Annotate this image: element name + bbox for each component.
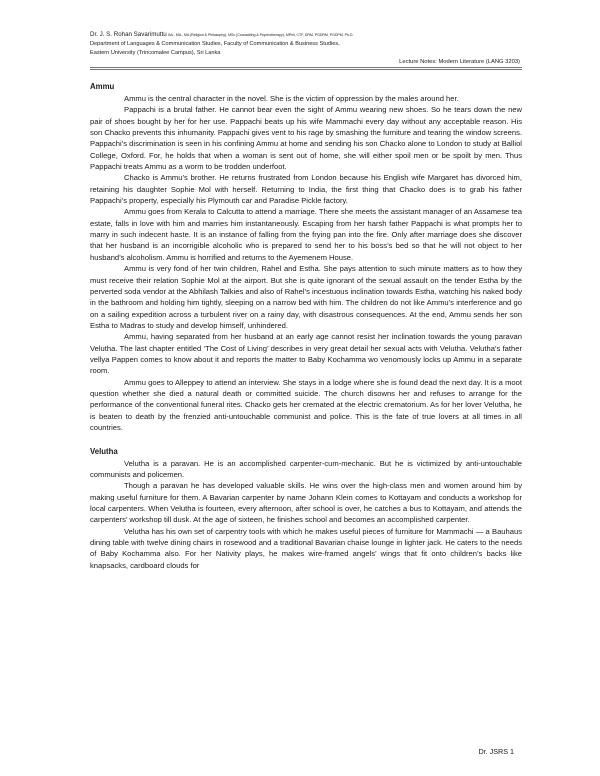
lecture-title: Lecture Notes: Modern Literature (LANG 3203) xyxy=(399,59,520,65)
department-line: Department of Languages & Communication Studies, Faculty of Communication & Business Studies, xyxy=(90,41,340,47)
author-credentials: BA., MA., MA (Religion & Philosophy), MSc (Counselling & Psychotherapy), MPhil, CTF, DRM, PGDRM, PGDPM, Ph.D. xyxy=(168,33,354,37)
author-name: Dr. J. S. Rohan Savarimuttu xyxy=(90,31,167,38)
paragraph: Velutha is a paravan. He is an accomplished carpenter-cum-mechanic. But he is victimized by anti-untouchable communists and policemen. xyxy=(90,458,522,479)
paragraph: Pappachi is a brutal father. He cannot bear even the sight of Ammu wearing new shoes. So he tears down the new pair of shoes bought by her for her use. Pappachi beats up his wife Mammachi every day without any acceptable reason. His son Chacko prevents this inhumanity. Pappachi gives vent to his rage by smashing the furniture and tearing the window screens. Pappachi’s discrimination is seen in his confining Ammu at home and sending his son Chacko alone to London to study at Balliol College, Oxford. For, he holds that when a woman is sent out of home, she will either spoil men or be spoilt by men. Thus Pappachi treats Ammu as a worm to be trodden underfoot. xyxy=(90,105,522,172)
paragraph: Ammu is the central character in the novel. She is the victim of oppression by the males around her. xyxy=(124,94,459,103)
paragraph: Chacko is Ammu’s brother. He returns frustrated from London because his English wife Margaret has divorced him, retaining his daughter Sophie Mol with herself. Returning to India, the first thing that Chacko does is to grab his father Pappachi’s property, especially his Plymouth car and Paradise Pickle factory. xyxy=(90,173,522,206)
section-heading: Ammu xyxy=(90,82,115,91)
paragraph: Ammu, having separated from her husband at an early age cannot resist her inclination towards the young paravan Velutha. The last chapter entitled ‘The Cost of Living’ describes in very great detail her sexual acts with Velutha. Velutha’s father vellya Pappen comes to know about it and reports the matter to Baby Kochamma wo venomously locks up Ammu in a separate room. xyxy=(90,332,522,376)
section-velutha xyxy=(90,445,522,571)
paragraph: Ammu goes from Kerala to Calcutta to attend a marriage. There she meets the assistant manager of an Assamese tea estate, falls in love with him and marries him instantaneously. Escaping from her harsh father Pappachi is what prompts her to marry in such indecent haste. It is an instance of falling from the frying pan into the fire. Only after marriage does she discover that her husband is an incorrigible alcoholic who is prepared to send her to his boss’s bed so that he will not object to her husband’s alcoholism. Ammu is horrified and returns to the Ayemenem House. xyxy=(90,207,522,262)
section-ammu xyxy=(90,80,522,433)
paragraph: Ammu is very fond of her twin children, Rahel and Estha. She pays attention to such minute matters as to how they must receive their relation Sophie Mol at the airport. But she is quite ignorant of the sexual assault on the tender Estha by the perverted soda vendor at the Abhilash Talkies and also of Rahel’s incestuous inclination towards Estha, watching his naked body in the bathroom and holding him tightly, sleeping on a narrow bed with him. The children do not like Ammu’s interference and go on a sailing expedition across a turbulent river on a rainy day, with disastrous consequences. At the end, Ammu sends her son Estha to Madras to study and develop himself, unhindered. xyxy=(90,264,522,330)
section-spacer xyxy=(90,433,522,444)
author-line xyxy=(90,30,530,40)
header-rule-bottom xyxy=(90,69,522,70)
university-line: Eastern University (Trincomalee Campus), Sri Lanka xyxy=(90,50,221,56)
page-footer: Dr. JSRS 1 xyxy=(478,747,514,756)
page-header xyxy=(90,30,530,58)
paragraph: Velutha has his own set of carpentry tools with which he makes useful pieces of furniture for Mammachi — a Bauhaus dining table with twelve dining chairs in rosewood and a traditional Bavarian chaise lounge in lighter jack. He caters to the needs of Baby Kochamma also. For her Nativity plays, he makes wire-framed angels’ wings that fit onto children’s backs like knapsacks, cardboard clouds for xyxy=(90,526,522,570)
section-heading: Velutha xyxy=(90,446,118,456)
paragraph: Ammu goes to Alleppey to attend an interview. She stays in a lodge where she is found dead the next day. It is a moot question whether she died a natural death or committed suicide. The church disowns her and refuses to arrange for the performance of the conventional funeral rites. Chacko gets her cremated at the electric crematorium. As for her lover Velutha, he is beaten to death by the frenzied anti-untouchable communist and police. This is the fate of true lovers at all times in all countries. xyxy=(90,377,522,432)
document-body xyxy=(90,80,522,571)
paragraph: Though a paravan he has developed valuable skills. He wins over the high-class men and women around him by making useful furniture for them. A Bavarian carpenter by name Johann Klein comes to Kottayam and conducts a workshop for local carpenters. When Velutha is fourteen, every afternoon, after school is over, he catches a bus to Kottayam, and attends the carpenters’ workshop till dusk. At the age of sixteen, he finishes school and becomes an accomplished carpenter. xyxy=(90,481,522,525)
